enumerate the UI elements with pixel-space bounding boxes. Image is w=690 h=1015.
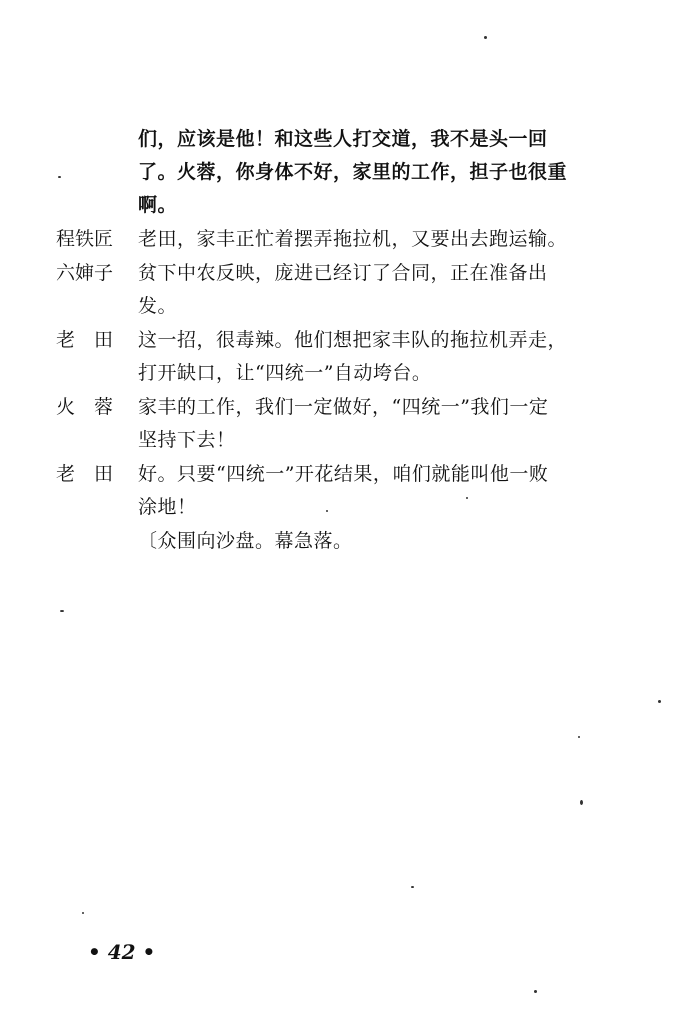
dialogue-line: 家丰的工作，我们一定做好，“四统一”我们一定 xyxy=(138,396,549,418)
speaker-name: 老 田 xyxy=(56,463,114,485)
dialogue-line: 涂地！ xyxy=(138,496,197,518)
scan-speck xyxy=(578,736,580,738)
scan-speck xyxy=(658,700,661,703)
dialogue-line: 们，应该是他！和这些人打交道，我不是头一回 xyxy=(138,128,548,150)
dialogue-line: 啊。 xyxy=(138,194,178,216)
scan-speck xyxy=(58,176,61,178)
speaker-name: 老 田 xyxy=(56,329,114,351)
speaker-name: 程铁匠 xyxy=(56,228,114,250)
dialogue-line: 发。 xyxy=(138,295,178,317)
dialogue-line: 了。火蓉，你身体不好，家里的工作，担子也很重 xyxy=(138,161,568,183)
scan-speck xyxy=(534,990,537,993)
dialogue-line: 贫下中农反映，庞进已经订了合同，正在准备出 xyxy=(138,262,548,284)
scan-speck xyxy=(82,912,84,914)
scan-speck xyxy=(326,510,328,512)
dialogue-line: 这一招，很毒辣。他们想把家丰队的拖拉机弄走， xyxy=(138,329,568,351)
scan-speck xyxy=(411,886,414,888)
speaker-name: 六婶子 xyxy=(56,262,114,284)
speaker-name: 火 蓉 xyxy=(56,396,114,418)
scan-speck xyxy=(466,497,468,499)
page-number: • 42 • xyxy=(88,940,156,964)
stage-direction: 〔众围向沙盘。幕急落。 xyxy=(138,530,353,552)
scan-speck xyxy=(484,36,487,39)
scan-speck xyxy=(60,610,64,612)
dialogue-line: 坚持下去！ xyxy=(138,429,236,451)
dialogue-line: 好。只要“四统一”开花结果，咱们就能叫他一败 xyxy=(138,463,549,485)
scan-speck xyxy=(580,800,583,805)
dialogue-line: 打开缺口，让“四统一”自动垮台。 xyxy=(138,362,432,384)
dialogue-line: 老田，家丰正忙着摆弄拖拉机，又要出去跑运输。 xyxy=(138,228,568,250)
